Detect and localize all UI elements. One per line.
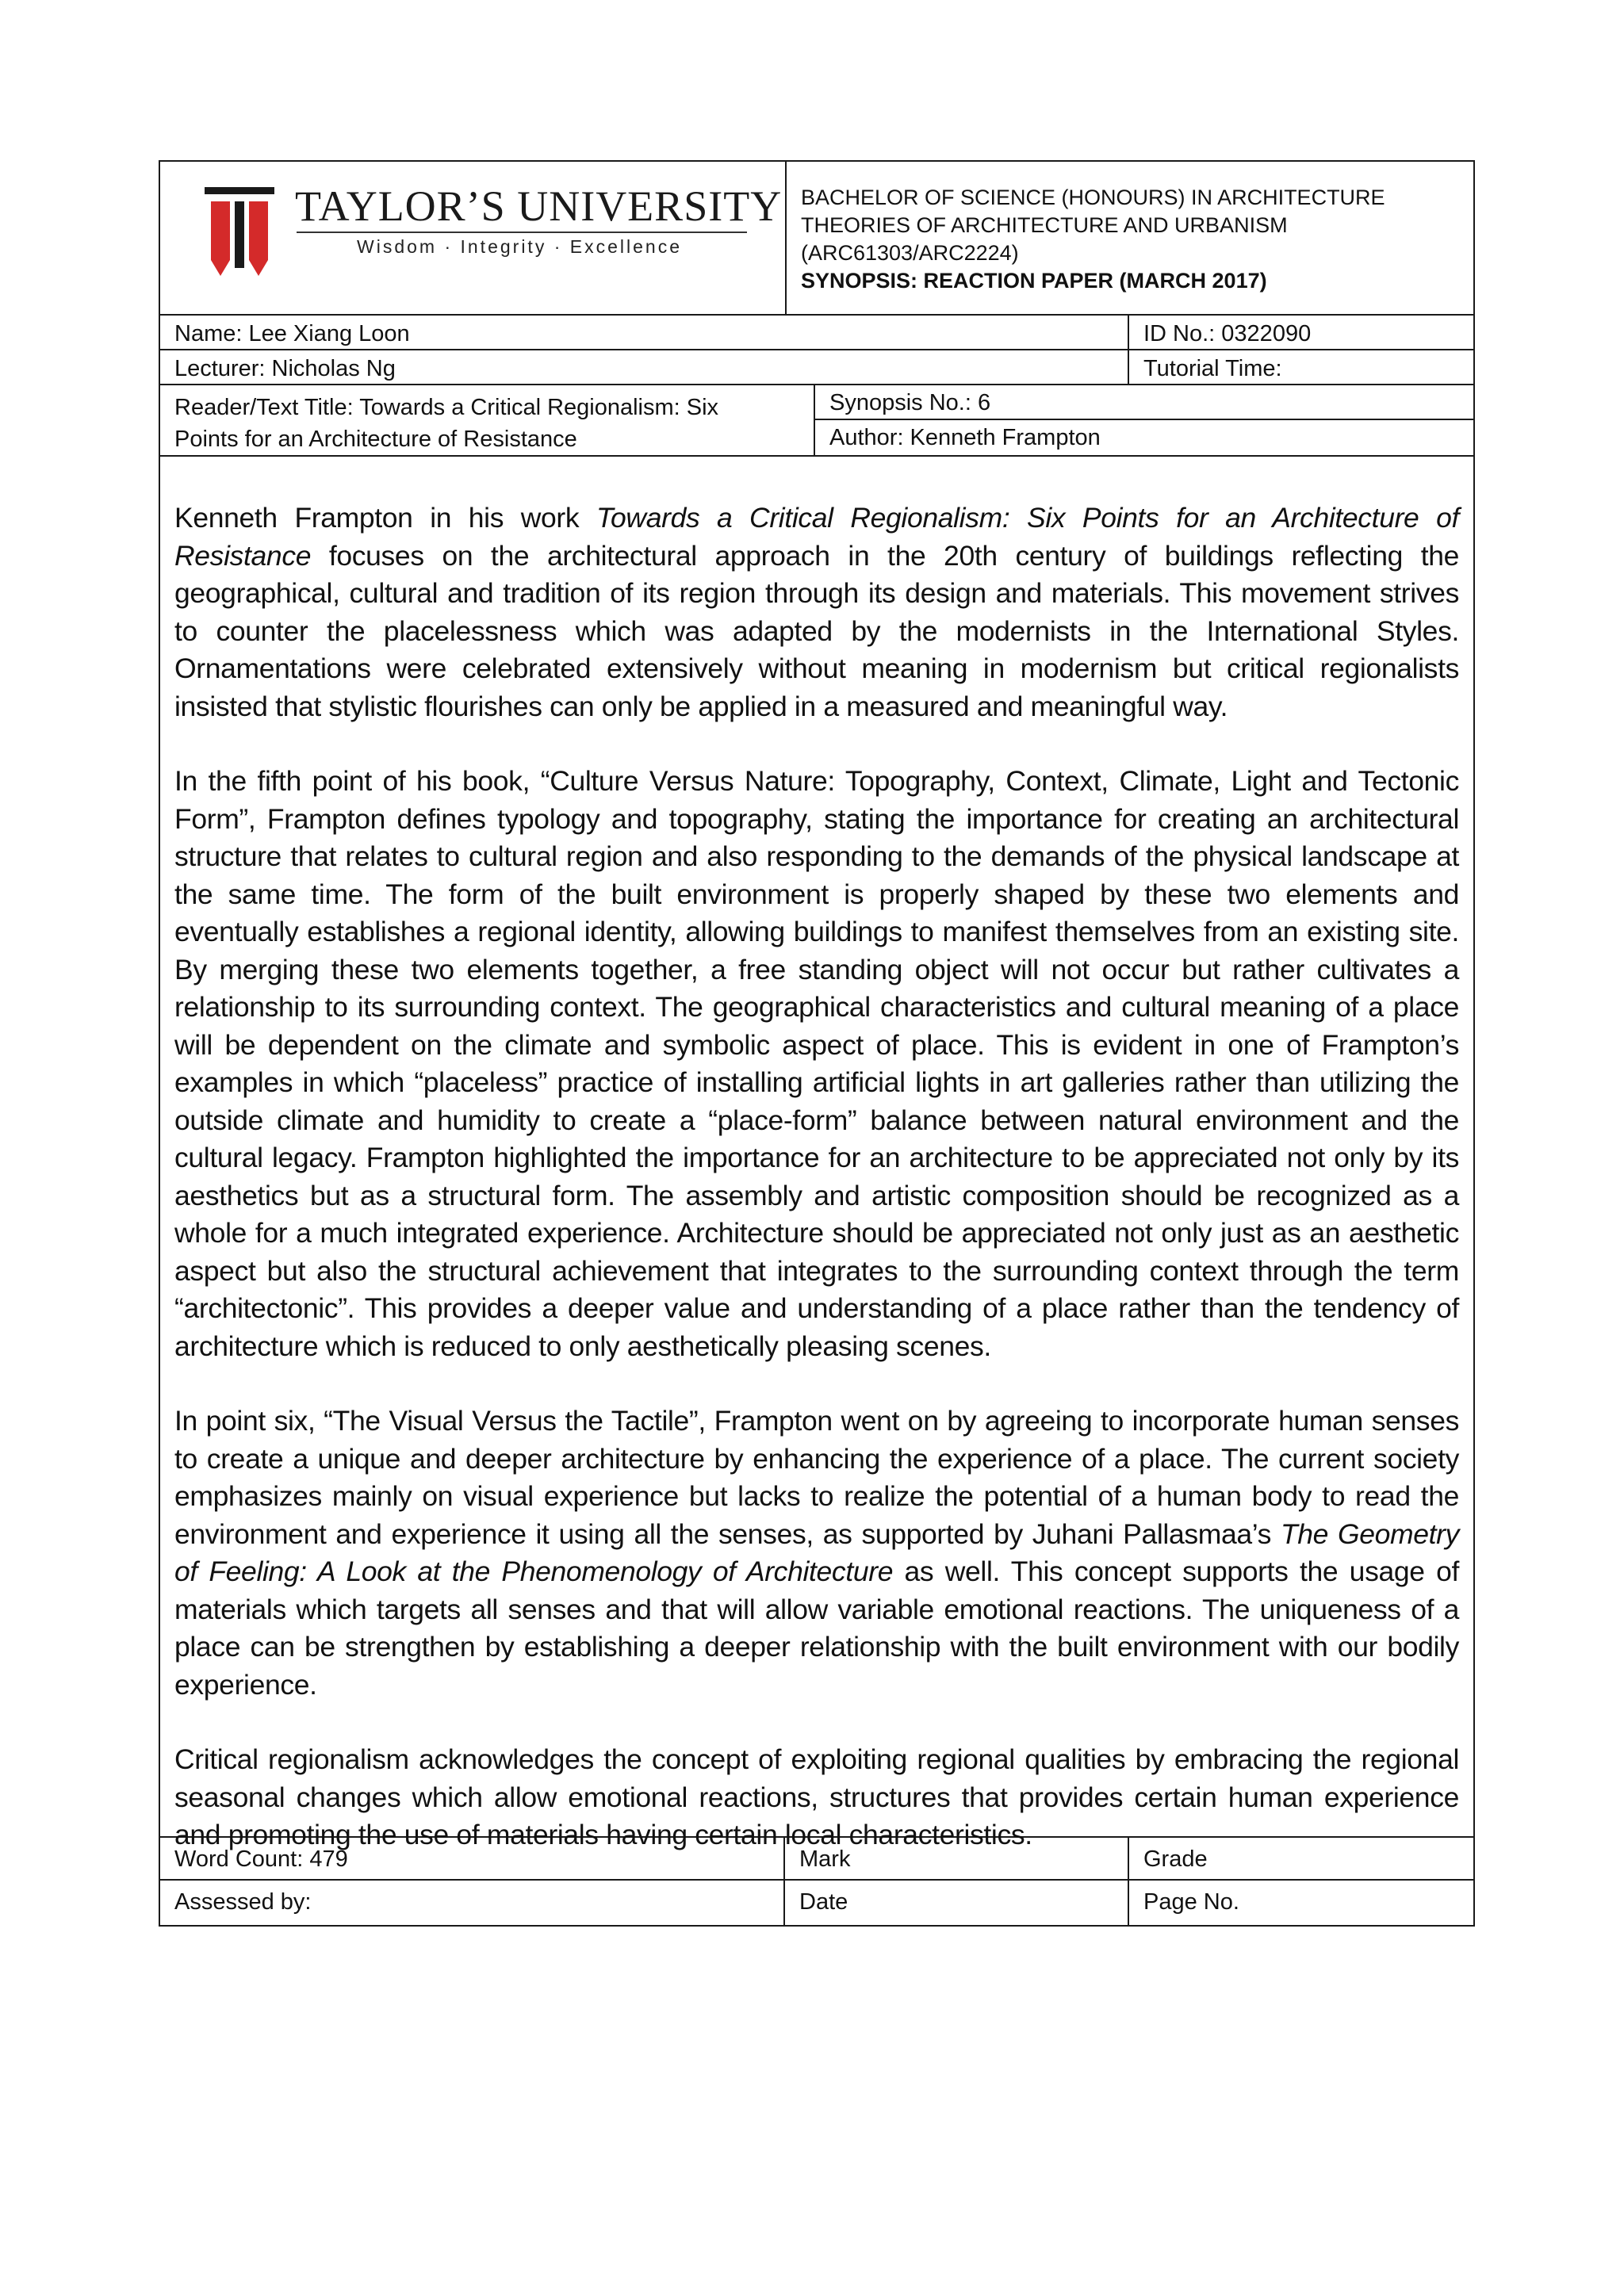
university-crest-icon — [205, 187, 274, 282]
mark-label: Mark — [785, 1838, 1129, 1879]
reader-title-line: Reader/Text Title: Towards a Critical Regionalism: Six — [174, 395, 719, 420]
course-line: BACHELOR OF SCIENCE (HONOURS) IN ARCHITECTURE — [801, 186, 1385, 209]
paragraph — [174, 499, 1459, 725]
lecturer-row — [160, 350, 1473, 385]
course-line: THEORIES OF ARCHITECTURE AND URBANISM — [801, 213, 1288, 237]
reader-meta — [815, 385, 1473, 455]
word-count: Word Count: 479 — [160, 1838, 785, 1879]
course-info — [787, 162, 1473, 314]
tutorial-time: Tutorial Time: — [1143, 356, 1282, 381]
paragraph: In the fifth point of his book, “Culture Versus Nature: Topography, Context, Climate, Light and Tectonic Form”, Frampton defines typology and topography, stating the importance for creating an architectural structure that relates to cultural region and also responding to the demands of the physical landscape at the same time. The form of the built environment is properly shaped by these two elements and eventually establishes a regional identity, allowing buildings to manifest themselves from an existing site. By merging these two elements together, a free standing object will not occur but rather cultivates a relationship to its surrounding context. The geographical characteristics and cultural meaning of a place will be dependent on the climate and symbolic aspect of place. This is evident in one of Frampton’s examples in which “placeless” practice of installing artificial lights in art galleries rather than utilizing the outside climate and humidity to create a “place-form” balance between natural environment and the cultural legacy. Frampton highlighted the importance for an architecture to be appreciated not only by its aesthetics but as a structural form. The assembly and artistic composition should be recognized as a whole for a much integrated experience. Architecture should be appreciated not only just as an aesthetic aspect but also the structural achievement that integrates to the surrounding context through the term “architectonic”. This provides a deeper value and understanding of a place rather than the tendency of architecture which is reduced to only aesthetically pleasing scenes. — [174, 765, 1459, 1362]
assessment-row — [160, 1881, 1473, 1925]
university-tagline: Wisdom · Integrity · Excellence — [357, 236, 682, 257]
assessed-by: Assessed by: — [160, 1881, 785, 1925]
paragraph-text: In point six, “The Visual Versus the Tactile”, Frampton went on by agreeing to incorporate human senses to create a unique and deeper architecture by enhancing the experience of a place. The current society emphasizes mainly on visual experience but lacks to realize the potential of a human body to read the environment and experience it using all the senses, as supported by Juhani Pallasmaa’s — [174, 1405, 1459, 1550]
reader-row — [160, 385, 1473, 457]
reader-title — [160, 385, 815, 455]
synopsis-body — [160, 457, 1473, 1850]
header-row — [160, 162, 1473, 316]
synopsis-number: Synopsis No.: 6 — [815, 385, 1473, 420]
paragraph: Critical regionalism acknowledges the concept of exploiting regional qualities by embracing the regional seasonal changes which allow emotional reactions, structures that provides certain human experience and promoting the use of materials having certain local characteristics. — [174, 1743, 1459, 1850]
synopsis-form — [159, 160, 1475, 1927]
paragraph-text: as well. This concept supports the usage of materials which targets all senses and that will allow variable emotional reactions. The uniqueness of a place can be strengthen by establishing a deeper relationship with the built environment with our bodily experience. — [174, 1556, 1459, 1701]
university-name: TAYLOR’S UNIVERSITY — [295, 182, 783, 230]
work-title: Towards a Critical Regionalism: Six Points for an Architecture of Resistance — [174, 502, 1459, 572]
paragraph-text: Kenneth Frampton in his work — [174, 502, 596, 534]
logo-divider — [297, 232, 747, 233]
grade-label: Grade — [1143, 1846, 1208, 1872]
reader-title-line: Points for an Architecture of Resistance — [174, 427, 577, 452]
work-title: The Geometry of Feeling: A Look at the Phenomenology of Architecture — [174, 1517, 1459, 1587]
author-name: Author: Kenneth Frampton — [829, 425, 1101, 450]
student-id: ID No.: 0322090 — [1143, 321, 1312, 346]
university-logo — [160, 162, 787, 314]
course-line: (ARC61303/ARC2224) — [801, 241, 1019, 265]
paragraph-text: focuses on the architectural approach in the 20th century of buildings reflecting the geographical, cultural and tradition of its region through its design and materials. This movement strives to counter the placelessness which was adapted by the modernists in the International Styles. Ornamentations were celebrated extensively without meaning in modernism but critical regionalists insisted that stylistic flourishes can only be applied in a measured and meaningful way. — [174, 539, 1459, 722]
date-label: Date — [785, 1881, 1129, 1925]
lecturer-name: Lecturer: Nicholas Ng — [160, 350, 1129, 384]
name-row — [160, 316, 1473, 350]
paragraph — [174, 1402, 1459, 1704]
student-name: Name: Lee Xiang Loon — [160, 316, 1129, 349]
word-count-row — [160, 1838, 1473, 1881]
synopsis-heading: SYNOPSIS: REACTION PAPER (MARCH 2017) — [801, 269, 1267, 293]
page-number-label: Page No. — [1143, 1889, 1239, 1915]
